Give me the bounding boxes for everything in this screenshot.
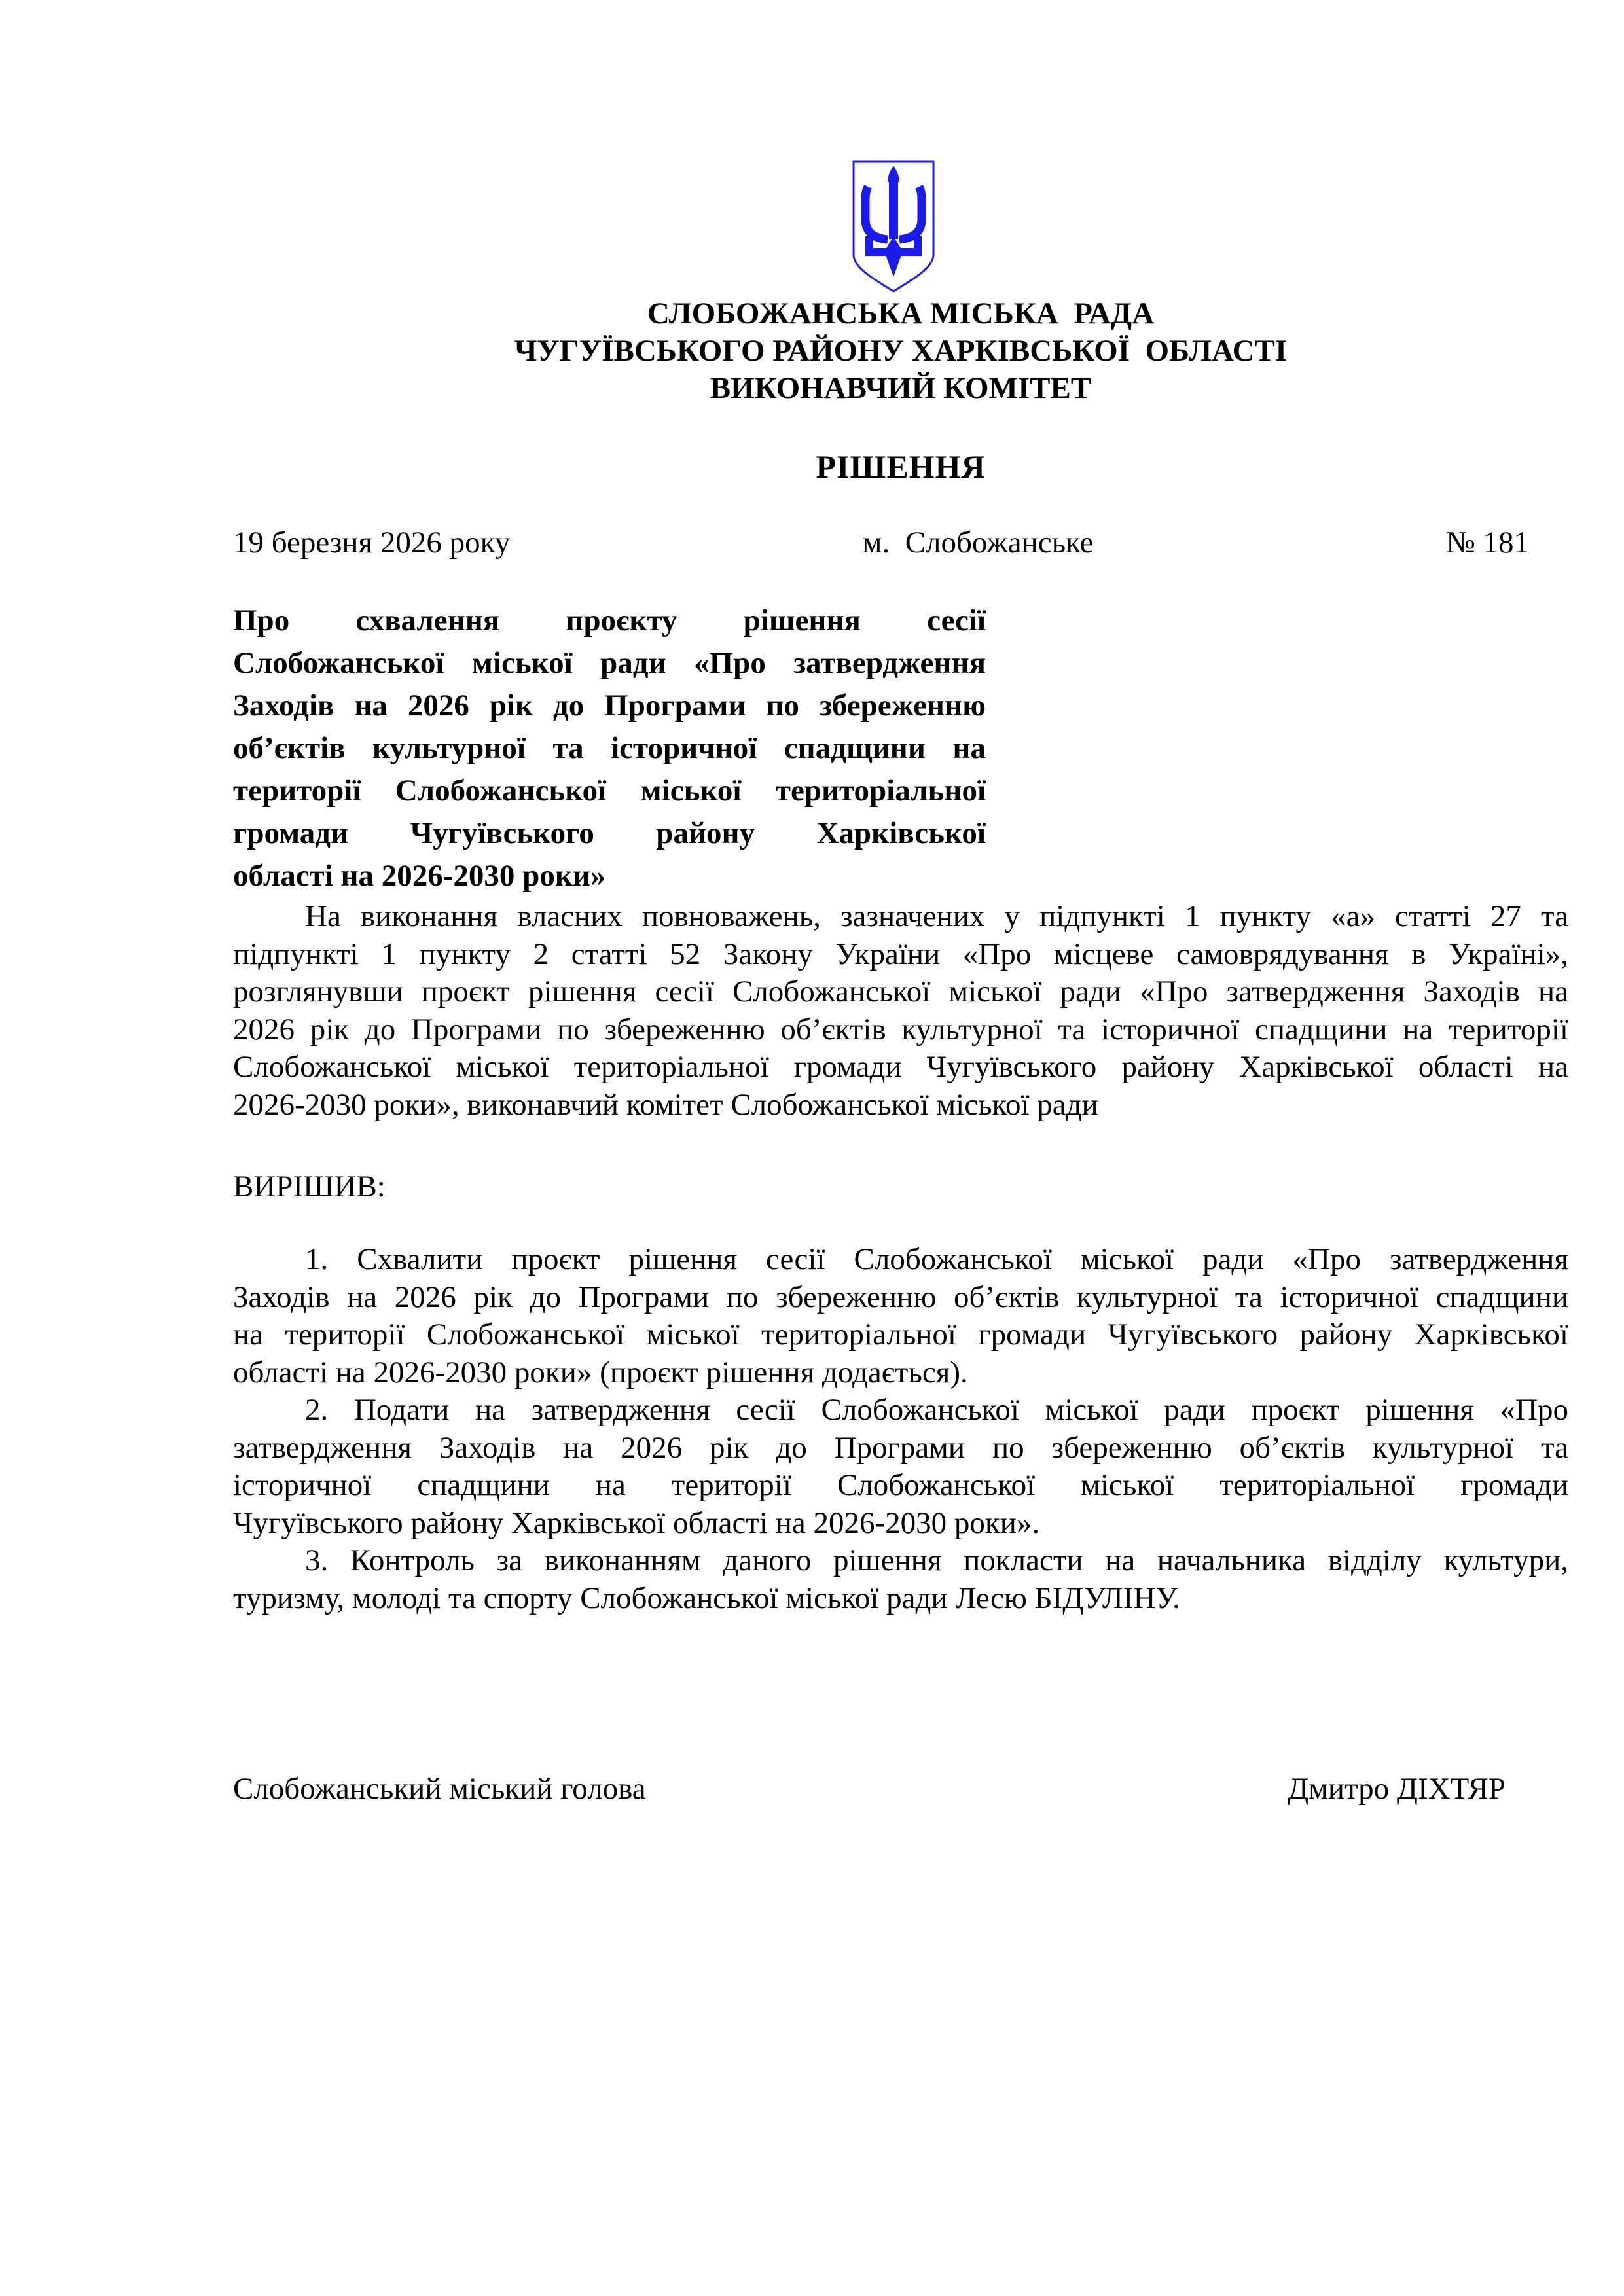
text-line: історичної спадщини на території Слобожанської міської територіальної громади [233, 1468, 1568, 1502]
text-line: 2026 рік до Програми по збереженню об’єктів культурної та історичної спадщини на території [233, 1012, 1568, 1047]
org-name-line3: ВИКОНАВЧИЙ КОМІТЕТ [710, 371, 1092, 405]
preamble-paragraph [233, 898, 1568, 1124]
text-line: підпункті 1 пункту 2 статті 52 Закону України «Про місцеве самоврядування в Україні», [233, 937, 1568, 971]
document-place: м. Слобожанське [862, 526, 1094, 560]
document-title: РІШЕННЯ [816, 448, 986, 485]
document-date: 19 березня 2026 року [233, 526, 511, 560]
resolution-item-2 [233, 1391, 1568, 1542]
text-line: області на 2026-2030 роки» (проєкт рішення додається). [233, 1355, 968, 1390]
organization-header [233, 295, 1568, 407]
org-name-line2: ЧУГУЇВСЬКОГО РАЙОНУ ХАРКІВСЬКОЇ ОБЛАСТІ [514, 334, 1288, 368]
resolution-item-3 [233, 1542, 1568, 1617]
ukraine-trident-emblem [850, 159, 937, 294]
text-line: 3. Контроль за виконанням даного рішення покласти на начальника відділу культури, [305, 1543, 1568, 1577]
text-line: Чугуївського району Харківської області на 2026-2030 роки». [233, 1505, 1040, 1540]
text-line: області на 2026-2030 роки» [233, 859, 606, 893]
text-line: Про схвалення проєкту рішення сесії [233, 603, 986, 637]
text-line: на території Слобожанської міської територіальної громади Чугуївського району Харківської [233, 1318, 1568, 1352]
text-line: території Слобожанської міської територіальної [233, 774, 986, 808]
text-line: громади Чугуївського району Харківської [233, 816, 986, 850]
text-line: об’єктів культурної та історичної спадщини на [233, 731, 986, 765]
text-line: 1. Схвалити проєкт рішення сесії Слобожанської міської ради «Про затвердження [305, 1242, 1568, 1276]
org-name-line1: СЛОБОЖАНСЬКА МІСЬКА РАДА [647, 296, 1155, 331]
signer-position: Слобожанський міський голова [233, 1772, 646, 1806]
resolution-items [233, 1241, 1568, 1617]
trident-icon [865, 166, 922, 277]
signer-name: Дмитро ДІХТЯР [1288, 1772, 1506, 1806]
text-line: Заходів на 2026 рік до Програми по збереженню [233, 689, 986, 723]
text-line: туризму, молоді та спорту Слобожанської міської ради Лесю БІДУЛІНУ. [233, 1581, 1180, 1615]
text-line: Слобожанської міської територіальної громади Чугуївського району Харківської області на [233, 1050, 1568, 1084]
document-number: № 181 [1445, 526, 1529, 560]
text-line: затвердження Заходів на 2026 рік до Програми по збереженню об’єктів культурної та [233, 1430, 1568, 1465]
text-line: 2. Подати на затвердження сесії Слобожанської міської ради проєкт рішення «Про [305, 1393, 1568, 1427]
text-line: 2026-2030 роки», виконавчий комітет Слобожанської міської ради [233, 1087, 1098, 1122]
signature-row [233, 1771, 1568, 1806]
resolution-item-1 [233, 1241, 1568, 1391]
text-line: Слобожанської міської ради «Про затвердження [233, 646, 986, 680]
resolved-label: ВИРІШИВ: [233, 1170, 386, 1204]
text-line: Заходів на 2026 рік до Програми по збереженню об’єктів культурної та історичної спадщини [233, 1280, 1568, 1314]
text-line: розглянувши проєкт рішення сесії Слобожанської міської ради «Про затвердження Заходів на [233, 975, 1568, 1009]
subject-paragraph [233, 600, 986, 897]
date-place-number-row [233, 525, 1568, 560]
text-line: На виконання власних повноважень, зазначених у підпункті 1 пункту «а» статті 27 та [305, 899, 1568, 933]
